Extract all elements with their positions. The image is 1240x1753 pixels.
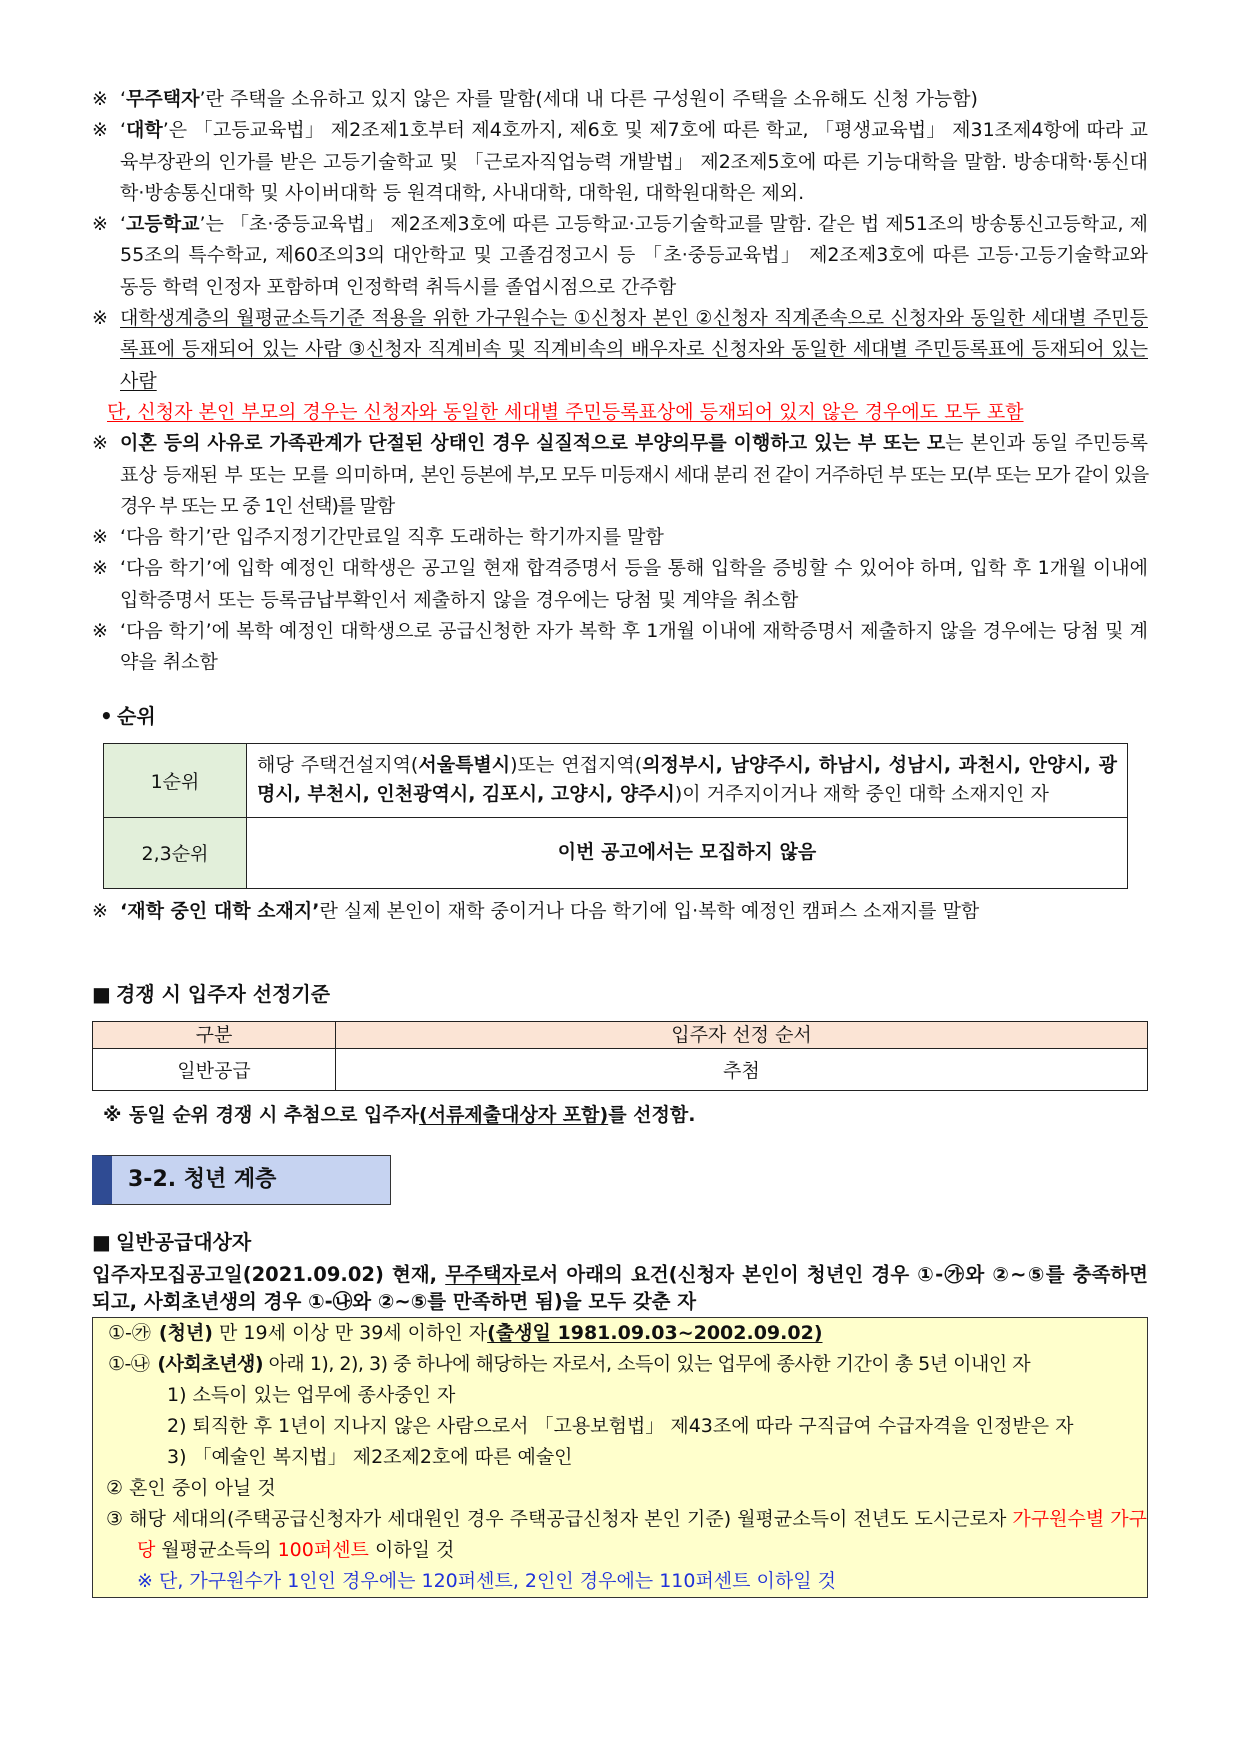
rank-label: 2,3순위 (104, 817, 247, 888)
birth-date-range: (출생일 1981.09.03~2002.09.02) (487, 1322, 823, 1345)
rank-label: 1순위 (104, 743, 247, 817)
criterion-tag: (사회초년생) (157, 1353, 264, 1376)
bullet-icon: • (100, 703, 113, 728)
note-text: ’는 「초·중등교육법」 제2조제3호에 따른 고등학교·고등기술학교를 말함. 같은 법 제51조의 방송통신고등학교, 제55조의 특수학교, 제60조의3의 대안학교 및 고졸검정고시 등 「초·중등교육법」 제2조제3호에 따른 고등·고등기술학교와 동등 학력 인정자 포함하며 인정학력 취득시를 졸업시점으로 간주함 (120, 213, 1148, 298)
intro-term: 무주택자 (445, 1263, 521, 1287)
selection-note (92, 1100, 1148, 1131)
note-text: 를 선정함. (608, 1103, 696, 1126)
square-bullet-icon: ■ (92, 981, 111, 1006)
table-cell: 추첨 (336, 1048, 1148, 1090)
criterion-text: 만 19세 이상 만 39세 이하인 자 (212, 1322, 488, 1345)
criterion-emphasis: 100퍼센트 (277, 1539, 369, 1562)
note-text: ‘다음 학기’에 복학 예정인 대학생으로 공급신청한 자가 복학 후 1개월 이내에 재학증명서 제출하지 않을 경우에는 당첨 및 계약을 취소함 (120, 620, 1148, 674)
criterion-text: 이하일 것 (368, 1539, 455, 1562)
criterion-number: ③ (106, 1508, 124, 1531)
note-mark: ※ (92, 432, 108, 455)
rank-criteria (247, 743, 1128, 817)
note-no-house (92, 84, 1148, 115)
term-divorce: 이혼 등의 사유로 가족관계가 단절된 상태인 경우 실질적으로 부양의무를 이행하고 있는 부 또는 모 (120, 432, 946, 455)
quote-open: ‘ (120, 88, 127, 110)
note-text: 란 실제 본인이 재학 중이거나 다음 학기에 입·복학 예정인 캠퍼스 소재지를 말함 (319, 899, 980, 922)
parents-exception-note: 단, 신청자 본인 부모의 경우는 신청자와 동일한 세대별 주민등록표상에 등재되어 있지 않은 경우에도 모두 포함 (107, 400, 1024, 423)
note-text: ’은 「고등교육법」 제2조제1호부터 제4호까지, 제6호 및 제7호에 따른 학교, 「평생교육법」 제31조제4항에 따라 교육부장관의 인가를 받은 고등기술학교 및 「근로자직업능력 개발법」 제2조제5호에 따른 기능대학을 말함. 방송대학·통신대학·방송통신대학 및 사이버대학 등 원격대학, 사내대학, 대학원, 대학원대학은 제외. (120, 119, 1148, 204)
intro-text: 입주자모집공고일(2021.09.02) 현재, (92, 1263, 446, 1287)
income-exception-note: ※ 단, 가구원수가 1인인 경우에는 120퍼센트, 2인인 경우에는 110퍼센트 이하일 것 (137, 1570, 837, 1593)
criterion-text: 아래 1), 2), 3) 중 하나에 해당하는 자로서, 소득이 있는 업무에 종사한 기간이 총 5년 이내인 자 (263, 1353, 1031, 1376)
criterion-emphasis: 가구원수별 가구당 (137, 1508, 1147, 1562)
criterion-unmarried: ② 혼인 중이 아닐 것 (106, 1477, 276, 1500)
rank-criteria: 이번 공고에서는 모집하지 않음 (247, 817, 1128, 888)
note-text: 동일 순위 경쟁 시 추첨으로 입주자 (129, 1103, 420, 1126)
criterion-new-worker (93, 1349, 1147, 1380)
note-mark: ※ (92, 526, 108, 549)
note-next-term (92, 522, 1148, 553)
selection-heading (92, 978, 1148, 1010)
rank-region: 서울특별시 (418, 754, 511, 777)
eligibility-intro (92, 1261, 1148, 1315)
note-mark: ※ (92, 119, 108, 142)
sub-criterion: 1) 소득이 있는 업무에 종사중인 자 (167, 1384, 456, 1407)
rank-text: )이 거주지이거나 재학 중인 대학 소재지인 자 (674, 783, 1049, 806)
note-text: 는 본인과 동일 주민등록표상 등재된 부 또는 모를 의미하며, (120, 432, 1148, 486)
note-mark: ※ (92, 620, 108, 643)
household-size-text: 대학생계층의 월평균소득기준 적용을 위한 가구원수는 ①신청자 본인 ②신청자 직계존속으로 신청자와 동일한 세대별 주민등록표에 등재되어 있는 사람 ③신청자 직계비속 및 직계비속의 배우자로 신청자와 동일한 세대별 주민등록표에 등재되어 있는 사람 (120, 307, 1148, 392)
quote-open: ‘ (120, 119, 127, 142)
column-header: 입주자 선정 순서 (336, 1021, 1148, 1048)
term-university: 대학 (126, 119, 163, 142)
note-mark: ※ (92, 307, 108, 330)
ranking-heading (92, 700, 1148, 732)
section-title-box (92, 1155, 391, 1205)
square-bullet-icon: ■ (92, 1230, 111, 1255)
table-row (104, 817, 1128, 888)
intro-text: 로서 아래의 요건(신청자 본인이 청년인 경우 ①-㉮와 ②~⑤를 충족하면 되고, 사회초년생의 경우 ①-㉯와 ②~⑤를 만족하면 됨)을 모두 갖춘 자 (92, 1263, 1149, 1314)
note-university (92, 115, 1148, 209)
selection-title: 경쟁 시 입주자 선정기준 (116, 981, 331, 1006)
note-mark: ※ (92, 88, 108, 110)
note-readmission (92, 616, 1148, 679)
column-header: 구분 (93, 1021, 336, 1048)
note-text: ’란 주택을 소유하고 있지 않은 자를 말함(세대 내 다른 구성원이 주택을 소유해도 신청 가능함) (199, 88, 978, 110)
criterion-text: 월평균소득의 (155, 1539, 278, 1562)
criterion-number: ①-㉮ (108, 1322, 151, 1345)
eligibility-heading (92, 1226, 1148, 1258)
criterion-number: ①-㉯ (108, 1353, 150, 1376)
selection-table (92, 1021, 1148, 1091)
table-cell: 일반공급 (93, 1048, 336, 1090)
criterion-income (93, 1504, 1147, 1566)
table-header-row (93, 1021, 1148, 1048)
criterion-youth (93, 1318, 1147, 1349)
eligibility-title: 일반공급대상자 (116, 1230, 252, 1255)
note-mark: ※ (92, 899, 108, 922)
note-mark: ※ (92, 213, 108, 236)
note-campus-location (92, 896, 1148, 927)
term-campus-location: ‘재학 중인 대학 소재지’ (120, 899, 320, 922)
note-text: ‘다음 학기’란 입주지정기간만료일 직후 도래하는 학기까지를 말함 (120, 526, 664, 549)
note-household-size (92, 303, 1148, 397)
term-no-house: 무주택자 (126, 88, 200, 110)
quote-open: ‘ (120, 213, 127, 236)
note-divorce (92, 428, 1148, 522)
ranking-table (103, 743, 1128, 889)
rank-text: 해당 주택건설지역( (257, 754, 419, 777)
term-high-school: 고등학교 (126, 213, 200, 236)
eligibility-criteria-box (92, 1317, 1148, 1598)
criterion-text: 해당 세대의(주택공급신청자가 세대원인 경우 주택공급신청자 본인 기준) 월평균소득이 전년도 도시근로자 (123, 1508, 1013, 1531)
note-admission (92, 553, 1148, 616)
sub-criterion: 2) 퇴직한 후 1년이 지나지 않은 사람으로서 「고용보험법」 제43조에 따라 구직급여 수급자격을 인정받은 자 (167, 1415, 1074, 1438)
rank-text: )또는 연접지역( (510, 754, 643, 777)
rank-adjacent-regions: 의정부시, 남양주시, 하남시, 성남시, 과천시, 안양시, 광명시, 부천시, 인천광역시, 김포시, 고양시, 양주시 (257, 754, 1117, 806)
ranking-title: 순위 (117, 703, 156, 728)
note-text-condensed: 본인 등본에 부,모 모두 미등재시 세대 분리 전 같이 거주하던 부 또는 모(부 또는 모가 같이 있을 경우 부 또는 모 중 1인 선택)를 말함 (120, 463, 1149, 517)
note-mark: ※ (92, 557, 108, 580)
table-row (93, 1048, 1148, 1090)
criterion-tag: (청년) (158, 1322, 213, 1345)
note-high-school (92, 209, 1148, 303)
note-text-underlined: (서류제출대상자 포함) (419, 1103, 609, 1126)
note-mark: ※ (103, 1103, 122, 1126)
section-title: 3-2. 청년 계층 (128, 1167, 277, 1193)
table-row (104, 743, 1128, 817)
sub-criterion: 3) 「예술인 복지법」 제2조제2호에 따른 예술인 (167, 1446, 573, 1469)
note-text: ‘다음 학기’에 입학 예정인 대학생은 공고일 현재 합격증명서 등을 통해 입학을 증빙할 수 있어야 하며, 입학 후 1개월 이내에 입학증명서 또는 등록금납부확인서 제출하지 않을 경우에는 당첨 및 계약을 취소함 (120, 557, 1148, 611)
